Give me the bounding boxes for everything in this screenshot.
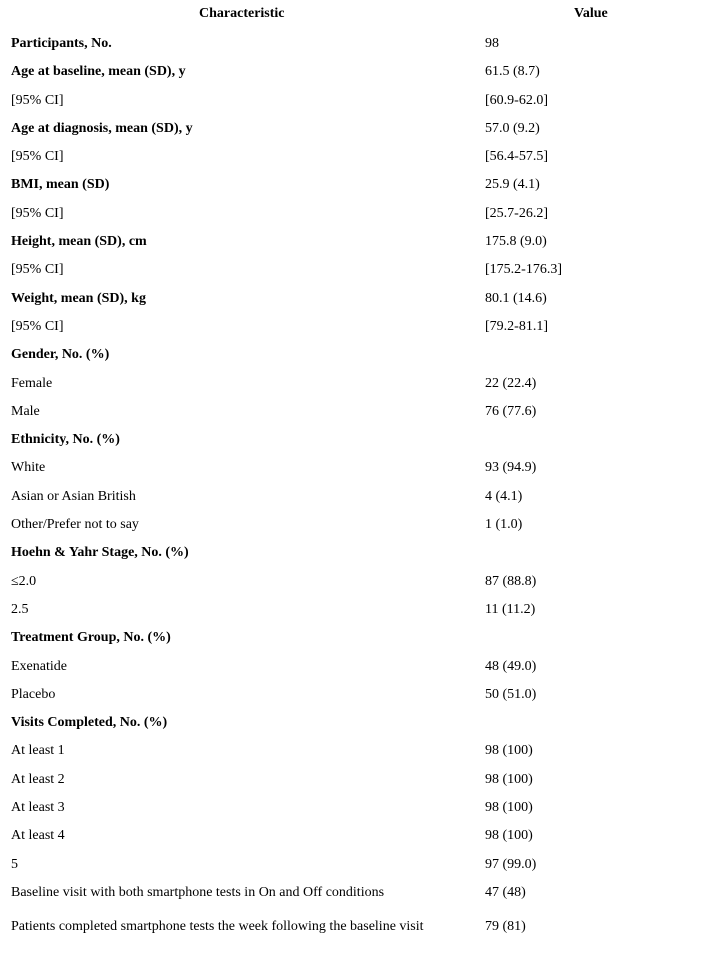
characteristic-cell: Placebo [11, 686, 56, 702]
characteristic-cell: Weight, mean (SD), kg [11, 290, 146, 306]
table-row [0, 34, 720, 62]
table-row [0, 917, 720, 957]
table-row [0, 260, 720, 288]
characteristic-cell: At least 4 [11, 828, 65, 844]
value-cell: 22 (22.4) [485, 375, 537, 391]
characteristic-cell: [95% CI] [11, 262, 64, 278]
value-cell: 57.0 (9.2) [485, 120, 540, 136]
table-row [0, 232, 720, 260]
table-row [0, 770, 720, 798]
value-cell: 98 (100) [485, 800, 533, 816]
table-body [0, 34, 720, 957]
characteristic-cell: Visits Completed, No. (%) [11, 715, 168, 731]
characteristic-cell: White [11, 460, 46, 476]
value-cell: 76 (77.6) [485, 403, 537, 419]
table-row [0, 855, 720, 883]
value-cell: [175.2-176.3] [485, 262, 562, 278]
characteristic-cell: Age at diagnosis, mean (SD), y [11, 120, 193, 136]
characteristic-cell: Height, mean (SD), cm [11, 234, 147, 250]
table-row [0, 119, 720, 147]
value-cell: 48 (49.0) [485, 658, 537, 674]
column-header-value: Value [574, 6, 608, 21]
characteristic-cell: Hoehn & Yahr Stage, No. (%) [11, 545, 189, 561]
value-cell: 47 (48) [485, 884, 526, 900]
value-cell: [56.4-57.5] [485, 149, 548, 165]
value-cell: 4 (4.1) [485, 488, 523, 504]
table-row [0, 204, 720, 232]
characteristic-cell: At least 1 [11, 743, 65, 759]
value-cell: 80.1 (14.6) [485, 290, 547, 306]
value-cell: [25.7-26.2] [485, 205, 548, 221]
table-row [0, 741, 720, 769]
table-row [0, 487, 720, 515]
table-row [0, 175, 720, 203]
characteristic-cell: ≤2.0 [11, 573, 37, 589]
table-row [0, 713, 720, 741]
characteristic-cell: Baseline visit with both smartphone tests in On and Off conditions [11, 884, 385, 900]
characteristic-cell: Patients completed smartphone tests the week following the baseline visit [11, 918, 424, 934]
characteristic-cell: Asian or Asian British [11, 488, 136, 504]
table-row [0, 458, 720, 486]
table-row [0, 883, 720, 917]
characteristic-cell: Ethnicity, No. (%) [11, 432, 120, 448]
characteristic-cell: Age at baseline, mean (SD), y [11, 64, 186, 80]
characteristic-cell: At least 2 [11, 771, 65, 787]
value-cell: 98 (100) [485, 828, 533, 844]
characteristic-cell: Male [11, 403, 40, 419]
table-row [0, 798, 720, 826]
characteristic-cell: Gender, No. (%) [11, 347, 110, 363]
characteristic-cell: [95% CI] [11, 318, 64, 334]
table-row [0, 826, 720, 854]
table-row [0, 657, 720, 685]
characteristic-cell: Other/Prefer not to say [11, 517, 139, 533]
value-cell: 1 (1.0) [485, 517, 523, 533]
table-row [0, 572, 720, 600]
characteristic-cell: 5 [11, 856, 18, 872]
characteristic-cell: Participants, No. [11, 36, 112, 51]
table-row [0, 628, 720, 656]
table-row [0, 430, 720, 458]
characteristic-cell: BMI, mean (SD) [11, 177, 110, 193]
table-row [0, 600, 720, 628]
value-cell: [60.9-62.0] [485, 92, 548, 108]
value-cell: 175.8 (9.0) [485, 234, 547, 250]
characteristic-cell: 2.5 [11, 601, 29, 617]
table-row [0, 402, 720, 430]
characteristic-cell: Exenatide [11, 658, 67, 674]
characteristic-cell: Female [11, 375, 53, 391]
table-row [0, 374, 720, 402]
table-row [0, 62, 720, 90]
value-cell: 61.5 (8.7) [485, 64, 540, 80]
table-row [0, 345, 720, 373]
table-row [0, 685, 720, 713]
characteristic-cell: At least 3 [11, 800, 65, 816]
table-row [0, 543, 720, 571]
value-cell: 98 (100) [485, 743, 533, 759]
value-cell: 50 (51.0) [485, 686, 537, 702]
value-cell: 11 (11.2) [485, 601, 536, 617]
value-cell: 25.9 (4.1) [485, 177, 540, 193]
value-cell: 93 (94.9) [485, 460, 537, 476]
table-row [0, 91, 720, 119]
characteristic-cell: [95% CI] [11, 149, 64, 165]
table-row [0, 317, 720, 345]
value-cell: [79.2-81.1] [485, 318, 548, 334]
value-cell: 97 (99.0) [485, 856, 537, 872]
column-header-characteristic: Characteristic [199, 6, 285, 21]
table-row [0, 289, 720, 317]
table-row [0, 515, 720, 543]
value-cell: 98 [485, 36, 499, 51]
characteristic-cell: [95% CI] [11, 205, 64, 221]
value-cell: 87 (88.8) [485, 573, 537, 589]
value-cell: 79 (81) [485, 918, 526, 934]
table-row [0, 147, 720, 175]
table-header [0, 6, 720, 26]
characteristic-cell: [95% CI] [11, 92, 64, 108]
characteristic-cell: Treatment Group, No. (%) [11, 630, 171, 646]
value-cell: 98 (100) [485, 771, 533, 787]
